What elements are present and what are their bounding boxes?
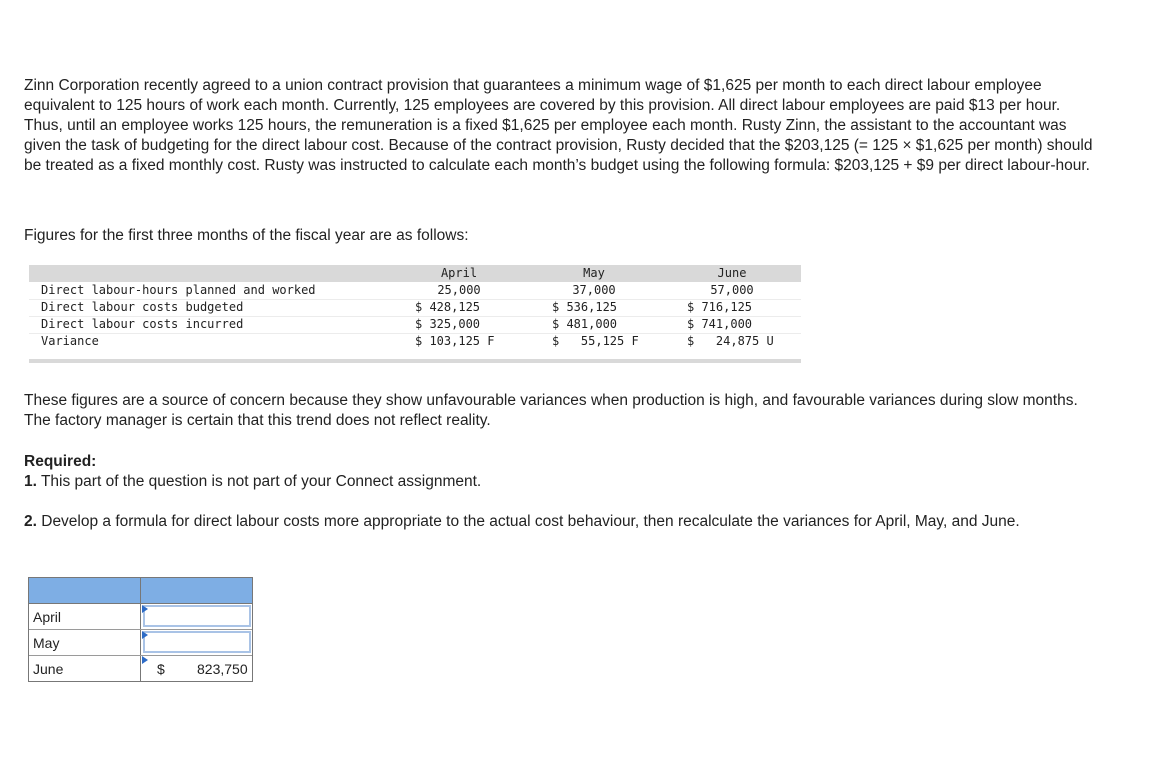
june-answer-value: 823,750 [197,661,248,677]
june-currency: $ [157,661,165,677]
question-2-text: Develop a formula for direct labour costs more appropriate to the actual cost behaviour, then recalculate the variances for April, May, and June. [36,513,1020,530]
cell-marker-icon [142,631,148,639]
intro-paragraph: Zinn Corporation recently agreed to a union contract provision that guarantees a minimum wage of $1,625 per month to each direct labour employee equivalent to 125 hours of work each month. Currently, 125 employees are covered by this provision. All direct labour employees are paid $13 per hour. Thus, until an employee works 125 hours, the remuneration is a fixed $1,625 per employee each month. Rusty Zinn, the assistant to the accountant was given the task of budgeting for the direct labour cost. Because of the contract provision, Rusty decided that the $203,125 (= 125 × $1,625 per month) should be treated as a fixed monthly cost. Rusty was instructed to calculate each month’s budget using the following formula: $203,125 + $9 per direct labour-hour. [24,77,1093,174]
hours-april: 25,000 [437,283,481,297]
answer-row-label-april: April [33,609,62,625]
answer-table [28,577,253,682]
hours-june: 57,000 [710,283,754,297]
cell-marker-icon [142,605,148,613]
answer-row-label-may: May [33,635,60,651]
variance-april: $ 103,125 F [415,334,495,348]
table-footer-band [29,359,801,363]
required-section [24,452,1094,492]
april-answer-input[interactable] [143,605,251,627]
question-2 [24,512,1094,532]
question-2-number: 2. [24,513,37,530]
question-1-text: This part of the question is not part of your Connect assignment. [36,473,482,490]
question-1-number: 1. [24,473,37,490]
hours-may: 37,000 [572,283,616,297]
question-1 [24,472,1094,492]
cell-marker-icon [142,656,148,664]
incurred-may: $ 481,000 [552,317,618,331]
figures-table [29,265,801,363]
variance-june: $ 24,875 U [687,334,774,348]
column-header-june: June [717,266,747,280]
incurred-june: $ 741,000 [687,317,753,331]
column-header-may: May [583,266,605,280]
column-header-april: April [440,266,478,280]
answer-row-label-june: June [33,661,64,677]
concern-paragraph: These figures are a source of concern because they show unfavourable variances when production is high, and favourable variances during slow months. The factory manager is certain that this trend does not reflect reality. [24,392,1078,429]
row-label-budgeted: Direct labour costs budgeted [41,300,244,314]
budgeted-june: $ 716,125 [687,300,753,314]
budgeted-may: $ 536,125 [552,300,618,314]
budgeted-april: $ 428,125 [415,300,481,314]
row-label-variance: Variance [41,334,99,348]
may-answer-input[interactable] [143,631,251,653]
row-label-hours: Direct labour-hours planned and worked [41,283,316,297]
variance-may: $ 55,125 F [552,334,639,348]
row-label-incurred: Direct labour costs incurred [41,317,244,331]
figures-intro: Figures for the first three months of the fiscal year are as follows: [24,227,469,244]
required-heading: Required: [24,453,97,470]
row-divider [29,629,252,630]
incurred-april: $ 325,000 [415,317,481,331]
